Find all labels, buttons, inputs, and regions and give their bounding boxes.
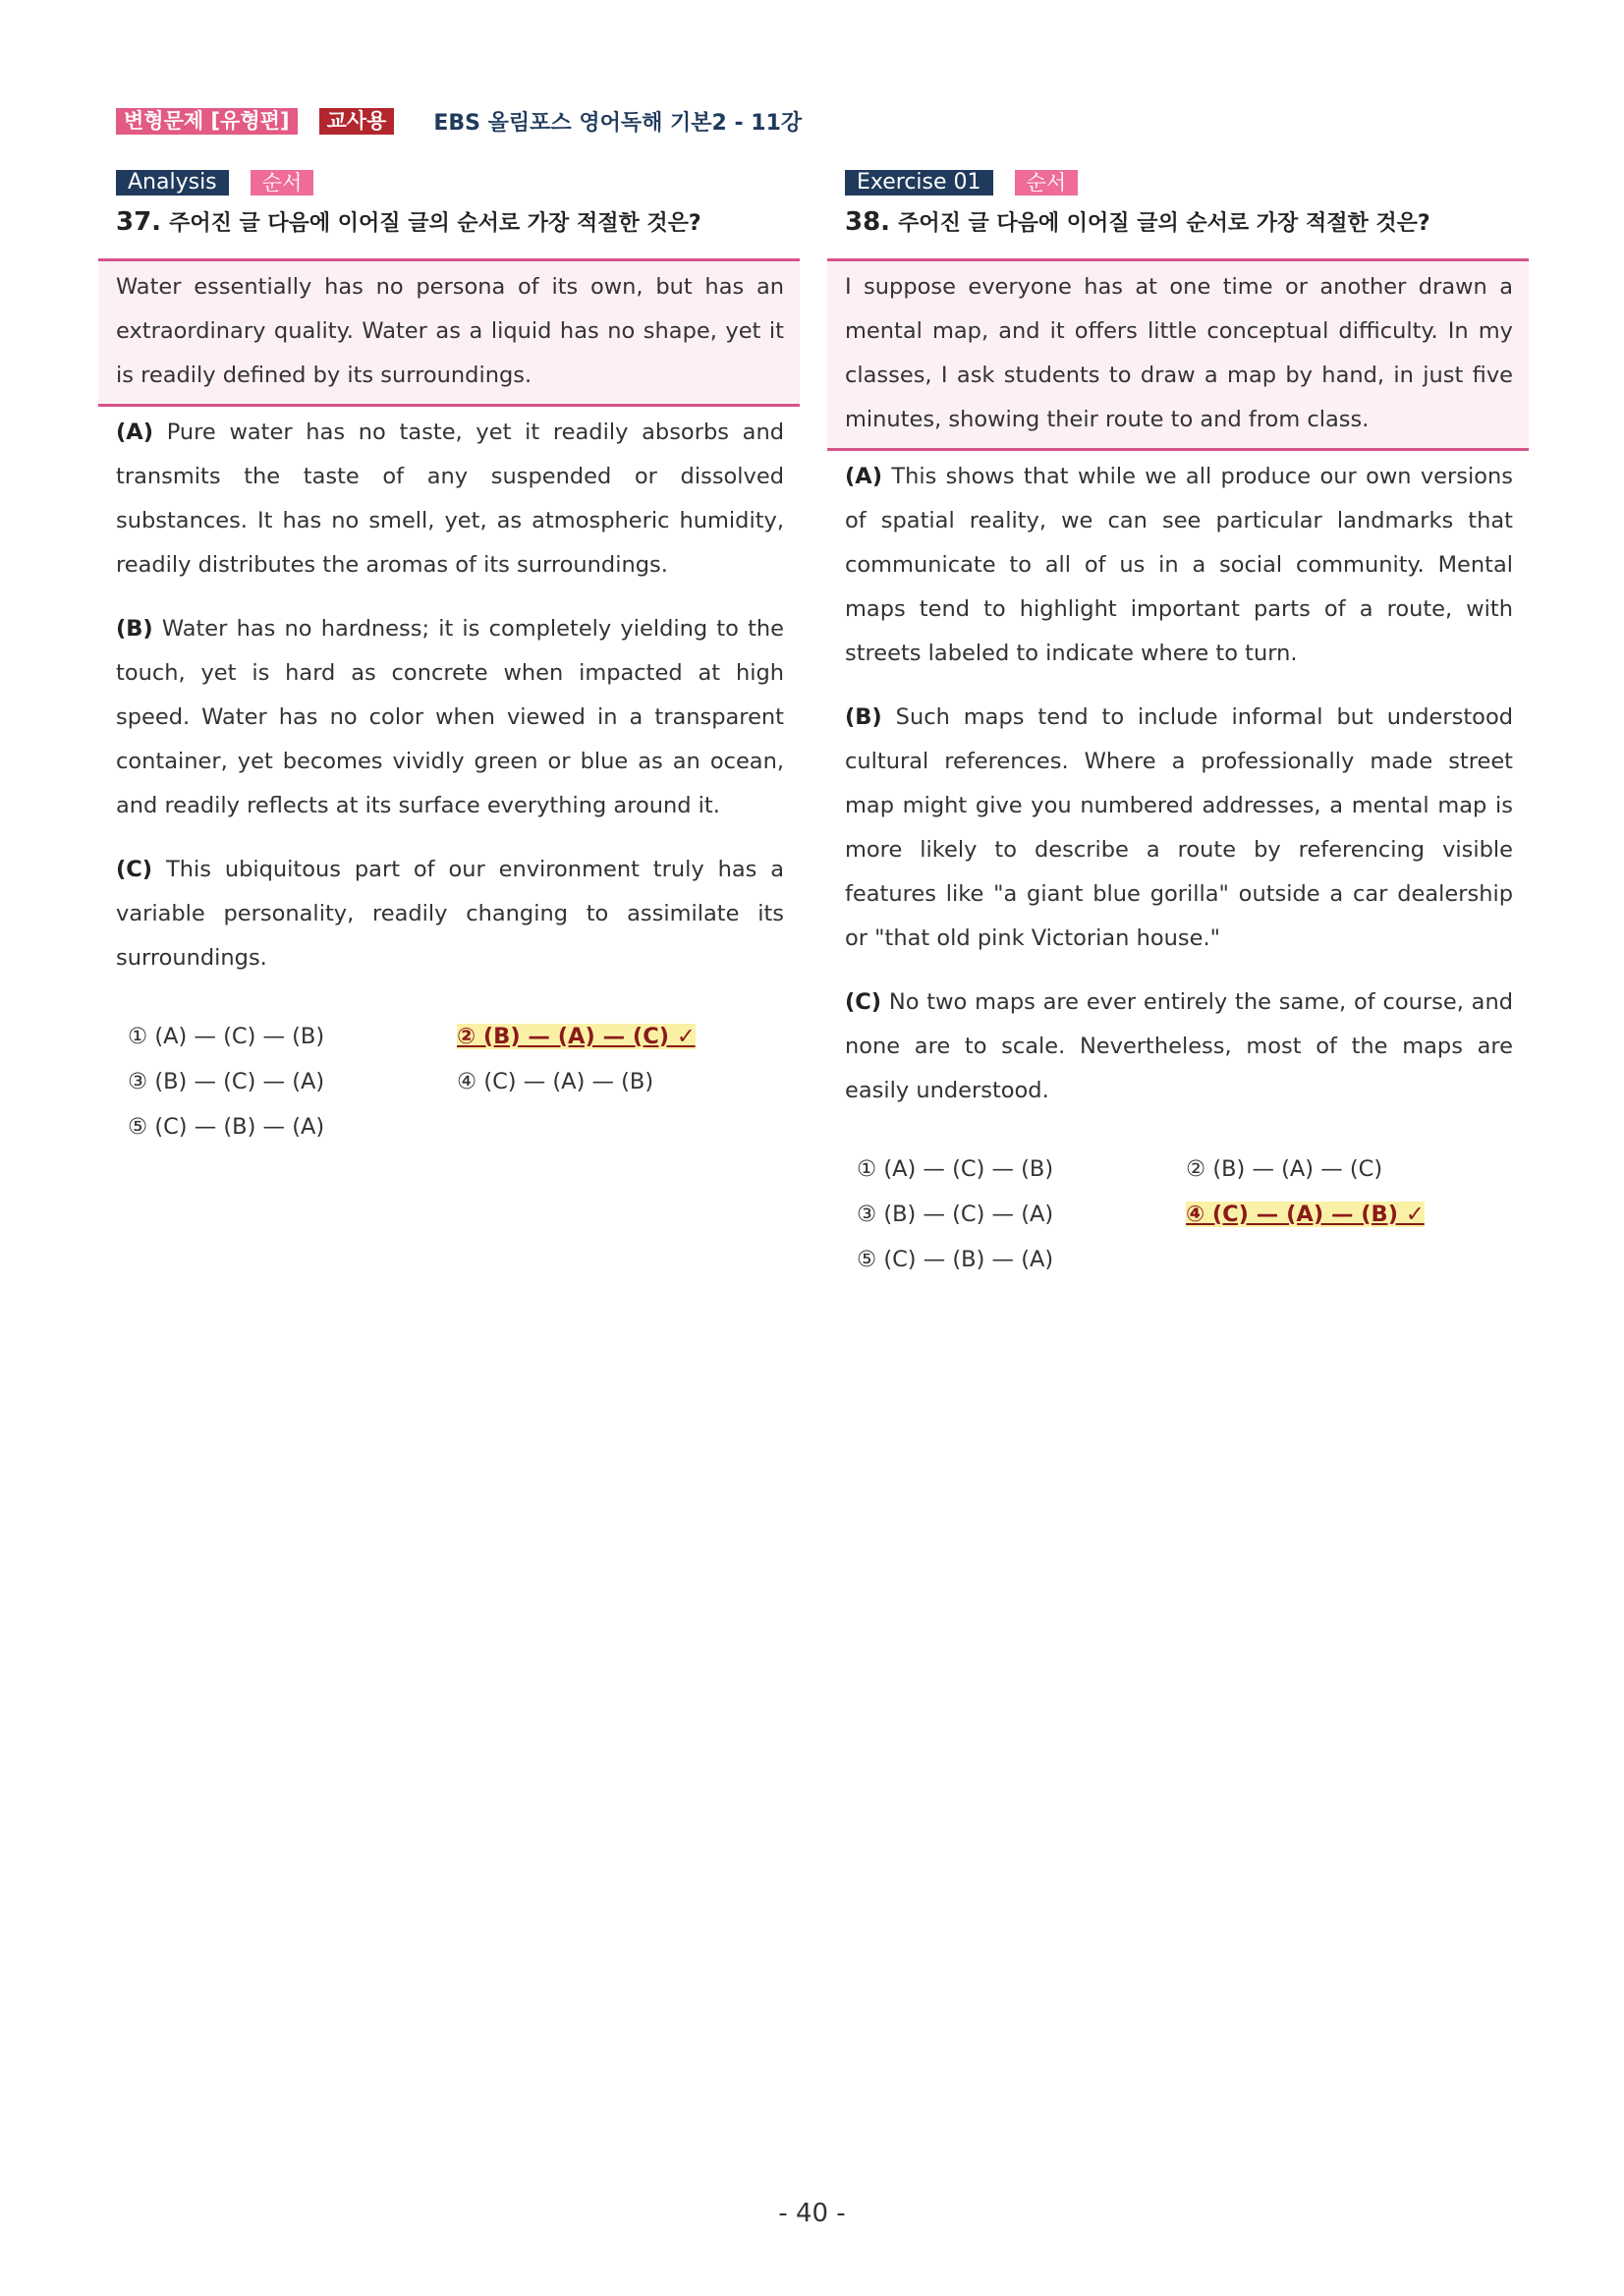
option-row <box>128 1104 800 1149</box>
paragraph-a <box>845 455 1513 676</box>
option-3[interactable]: ③ (B) — (C) — (A) <box>128 1069 325 1094</box>
question-38 <box>827 169 1529 1282</box>
type-tag: 순서 <box>1015 170 1079 196</box>
paragraph-c <box>845 980 1513 1113</box>
paragraph-label: (A) <box>116 420 153 445</box>
option-5[interactable]: ⑤ (C) — (B) — (A) <box>857 1247 1054 1272</box>
paragraphs <box>98 411 800 980</box>
option-1[interactable]: ① (A) — (C) — (B) <box>857 1156 1054 1182</box>
page-number: - 40 - <box>778 2199 846 2228</box>
question-text: 주어진 글 다음에 이어질 글의 순서로 가장 적절한 것은? <box>169 211 701 236</box>
page-title: EBS 올림포스 영어독해 기본2 - 11강 <box>433 110 803 136</box>
intro-passage: Water essentially has no persona of its own, but has an extraordinary quality. Water as a liquid has no shape, yet it is readily defined by its surroundings. <box>116 274 784 388</box>
option-1[interactable]: ① (A) — (C) — (B) <box>128 1024 325 1049</box>
paragraph-text: Pure water has no taste, yet it readily absorbs and transmits the taste of any suspended or dissolved substances. It has no smell, yet, as atmospheric humidity, readily distributes the aromas of its surroundings. <box>116 420 785 578</box>
correct-answer-highlight: ④ (C) — (A) — (B) ✓ <box>1186 1202 1425 1227</box>
paragraph-text: This ubiquitous part of our environment truly has a variable personality, readily changing to assimilate its surroundings. <box>116 857 785 971</box>
paragraph-label: (C) <box>116 857 153 882</box>
teacher-tag: 교사용 <box>319 108 395 135</box>
option-2[interactable]: ② (B) — (A) — (C) <box>1186 1156 1383 1182</box>
section-labels <box>845 169 1529 196</box>
section-labels <box>116 169 800 196</box>
option-row <box>857 1192 1529 1237</box>
question-heading <box>116 206 800 237</box>
paragraph-c <box>116 848 784 980</box>
analysis-label: Analysis <box>116 170 229 196</box>
intro-passage-box <box>827 258 1529 451</box>
option-5[interactable]: ⑤ (C) — (B) — (A) <box>128 1114 325 1140</box>
option-row <box>857 1147 1529 1192</box>
question-37 <box>98 169 800 1149</box>
question-number: 38. <box>845 207 891 237</box>
paragraph-label: (B) <box>845 704 882 730</box>
paragraphs <box>827 455 1529 1113</box>
question-text: 주어진 글 다음에 이어질 글의 순서로 가장 적절한 것은? <box>898 211 1430 236</box>
answer-options <box>98 1014 800 1149</box>
intro-passage-box <box>98 258 800 407</box>
paragraph-label: (C) <box>845 989 882 1015</box>
option-4[interactable]: ④ (C) — (A) — (B) <box>457 1069 654 1094</box>
page-header <box>116 106 802 136</box>
paragraph-b <box>116 607 784 828</box>
paragraph-a <box>116 411 784 588</box>
question-heading <box>845 206 1529 237</box>
correct-answer-highlight: ② (B) — (A) — (C) ✓ <box>457 1024 696 1049</box>
option-row <box>128 1014 800 1059</box>
paragraph-text: This shows that while we all produce our own versions of spatial reality, we can see particular landmarks that communicate to all of us in a social community. Mental maps tend to highlight important parts of a route, with streets labeled to indicate where to turn. <box>845 464 1513 666</box>
paragraph-text: Water has no hardness; it is completely yielding to the touch, yet is hard as concrete when impacted at high speed. Water has no color when viewed in a transparent container, yet becomes vividly green or blue as an ocean, and readily reflects at its surface everything around it. <box>116 616 784 818</box>
answer-options <box>827 1147 1529 1282</box>
paragraph-label: (B) <box>116 616 153 642</box>
option-2-correct[interactable] <box>457 1024 786 1049</box>
variant-tag: 변형문제 [유형편] <box>116 108 298 135</box>
type-tag: 순서 <box>251 170 314 196</box>
exercise-label: Exercise 01 <box>845 170 993 196</box>
option-row <box>857 1237 1529 1282</box>
paragraph-text: No two maps are ever entirely the same, of course, and none are to scale. Nevertheless, most of the maps are easily understood. <box>845 989 1513 1103</box>
paragraph-label: (A) <box>845 464 882 489</box>
question-number: 37. <box>116 207 162 237</box>
option-row <box>128 1059 800 1104</box>
option-3[interactable]: ③ (B) — (C) — (A) <box>857 1202 1054 1227</box>
paragraph-b <box>845 696 1513 961</box>
option-4-correct[interactable] <box>1186 1202 1515 1227</box>
paragraph-text: Such maps tend to include informal but understood cultural references. Where a professionally made street map might give you numbered addresses, a mental map is more likely to describe a route by referencing visible features like "a giant blue gorilla" outside a car dealership or "that old pink Victorian house." <box>845 704 1513 951</box>
intro-passage: I suppose everyone has at one time or another drawn a mental map, and it offers little conceptual difficulty. In my classes, I ask students to draw a map by hand, in just five minutes, showing their route to and from class. <box>845 274 1513 432</box>
